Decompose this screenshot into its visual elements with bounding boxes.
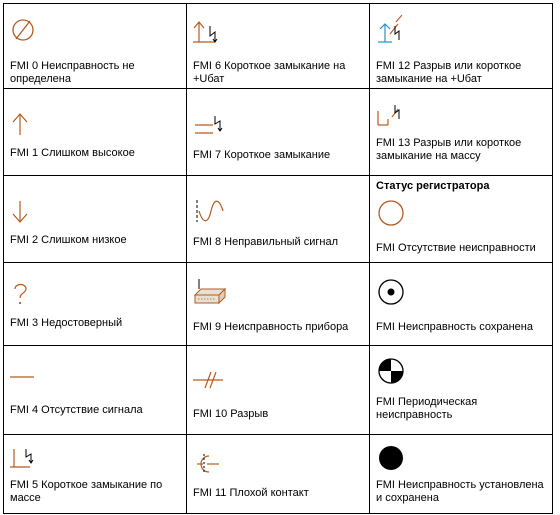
- short-to-battery-icon: [193, 18, 227, 48]
- break-icon: [193, 368, 227, 392]
- status-2-label: FMI Периодическая неисправность: [376, 396, 478, 421]
- short-circuit-icon: [193, 113, 227, 139]
- fmi-cell-11: [187, 435, 370, 514]
- fmi-cell-6: [187, 4, 370, 89]
- fmi-8-label: FMI 8 Неправильный сигнал: [193, 236, 339, 248]
- fmi-7-label: FMI 7 Короткое замыкание: [193, 149, 331, 161]
- status-cell-2: [370, 346, 553, 435]
- status-header: Статус регистратора: [376, 180, 490, 192]
- status-0-label: FMI Отсутствие неисправности: [376, 242, 536, 254]
- fmi-cell-7: [187, 89, 370, 176]
- fmi-cell-10: [187, 346, 370, 435]
- fmi-3-label: FMI 3 Недостоверный: [10, 317, 123, 329]
- status-1-label: FMI Неисправность сохранена: [376, 321, 533, 333]
- wrong-signal-icon: [193, 196, 227, 226]
- fmi-cell-8: [187, 176, 370, 263]
- status-cell-3: [370, 435, 553, 514]
- quarter-circle-icon: [376, 356, 408, 388]
- fmi-cell-0: [4, 4, 187, 89]
- open-or-short-ground-icon: [376, 103, 410, 133]
- status-cell-0: [370, 176, 553, 263]
- fmi-10-label: FMI 10 Разрыв: [193, 408, 269, 420]
- status-3-label: FMI Неисправность установлена и сохранена: [376, 479, 544, 504]
- fmi-2-label: FMI 2 Слишком низкое: [10, 234, 127, 246]
- fmi-12-label: FMI 12 Разрыв или короткое замыкание на +Uбат: [376, 60, 522, 85]
- fmi-cell-5: [4, 435, 187, 514]
- question-mark-icon: [10, 281, 34, 307]
- fmi-cell-1: [4, 89, 187, 176]
- dot-circle-icon: [376, 277, 408, 309]
- short-to-ground-icon: [10, 447, 44, 473]
- fmi-cell-2: [4, 176, 187, 263]
- fmi-cell-3: [4, 263, 187, 346]
- fmi-cell-12: [370, 4, 553, 89]
- fmi-13-label: FMI 13 Разрыв или короткое замыкание на массу: [376, 137, 522, 162]
- fmi-1-label: FMI 1 Слишком высокое: [10, 147, 135, 159]
- fmi-cell-9: [187, 263, 370, 346]
- fmi-5-label: FMI 5 Короткое замыкание по массе: [10, 479, 163, 504]
- fmi-0-label: FMI 0 Неисправность не определена: [10, 60, 135, 85]
- circle-slash-icon: [10, 16, 40, 46]
- fmi-legend-table: [3, 3, 553, 514]
- arrow-up-icon: [10, 111, 34, 139]
- device-fault-icon: [193, 277, 229, 309]
- fmi-9-label: FMI 9 Неисправность прибора: [193, 321, 349, 333]
- flat-line-icon: [10, 372, 38, 382]
- fmi-cell-4: [4, 346, 187, 435]
- empty-circle-icon: [376, 198, 408, 230]
- filled-circle-icon: [376, 443, 408, 475]
- fmi-4-label: FMI 4 Отсутствие сигнала: [10, 404, 143, 416]
- bad-contact-icon: [193, 451, 227, 477]
- fmi-cell-13: [370, 89, 553, 176]
- fmi-6-label: FMI 6 Короткое замыкание на +Uбат: [193, 60, 346, 85]
- open-or-short-battery-icon: [376, 12, 410, 46]
- arrow-down-icon: [10, 198, 34, 228]
- status-cell-1: [370, 263, 553, 346]
- fmi-11-label: FMI 11 Плохой контакт: [193, 487, 309, 499]
